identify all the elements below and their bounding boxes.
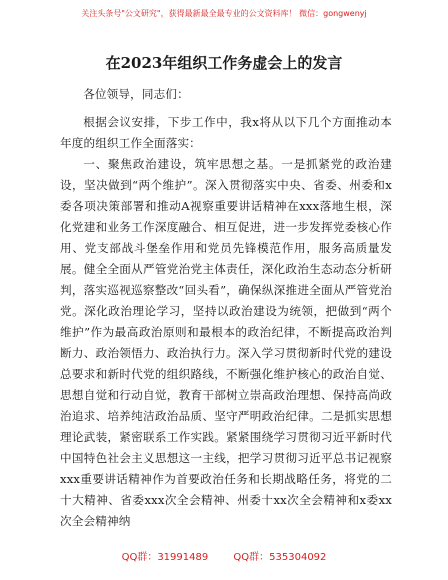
promo-banner: 关注头条号"公文研究"，获得最新最全最专业的公文资料库！ 微信：gongwenyj xyxy=(81,9,367,18)
salutation: 各位领导，同志们： xyxy=(83,87,189,101)
intro-paragraph: 根据会议安排，下步工作中，我x将从以下几个方面推动本年度的组织工作全面落实： xyxy=(60,115,392,150)
footer-qq-groups xyxy=(0,551,448,565)
section-1-paragraph: 一、聚焦政治建设，筑牢思想之基。一是抓紧党的政治建设，坚决做到“两个维护”。深入贯彻落实中央、省委、州委和x委各项决策部署和推动A视察重要讲话精神在xxx落地生根，深化党建和业务工作深度融合、相互促进，进一步发挥党委核心作用、党支部战斗堡垒作用和党员先锋模范作用，服务高质量发展。健全全面从严管党治党主体责任，深化政治生态动态分析研判，落实巡视巡察整改“回头看”，确保纵深推进全面从严管党治党。深化政治理论学习，坚持以政治建设为统领，把做到“两个维护”作为最高政治原则和最根本的政治纪律，不断提高政治判断力、政治领悟力、政治执行力。深入学习贯彻新时代党的建设总要求和新时代党的组织路线，不断强化维护核心的政治自觉、思想自觉和行动自觉，教育干部树立崇高政治理想、保持高尚政治追求、培养纯洁政治品质、坚守严明政治纪律。二是抓实思想理论武装，紧密联系工作实践。紧紧围绕学习贯彻习近平新时代中国特色社会主义思想这一主线，把学习贯彻习近平总书记视察xxx重要讲话精神作为首要政治任务和长期战略任务，将党的二十大精神、省委xxx次全会精神、州委十xx次全会精神和x委xx次全会精神纳 xyxy=(60,157,392,528)
document-body xyxy=(60,84,392,532)
qq-group-2: QQ群：535304092 xyxy=(233,552,327,563)
qq-group-1: QQ群：31991489 xyxy=(121,552,209,563)
document-title: 在2023年组织工作务虚会上的发言 xyxy=(105,54,343,72)
